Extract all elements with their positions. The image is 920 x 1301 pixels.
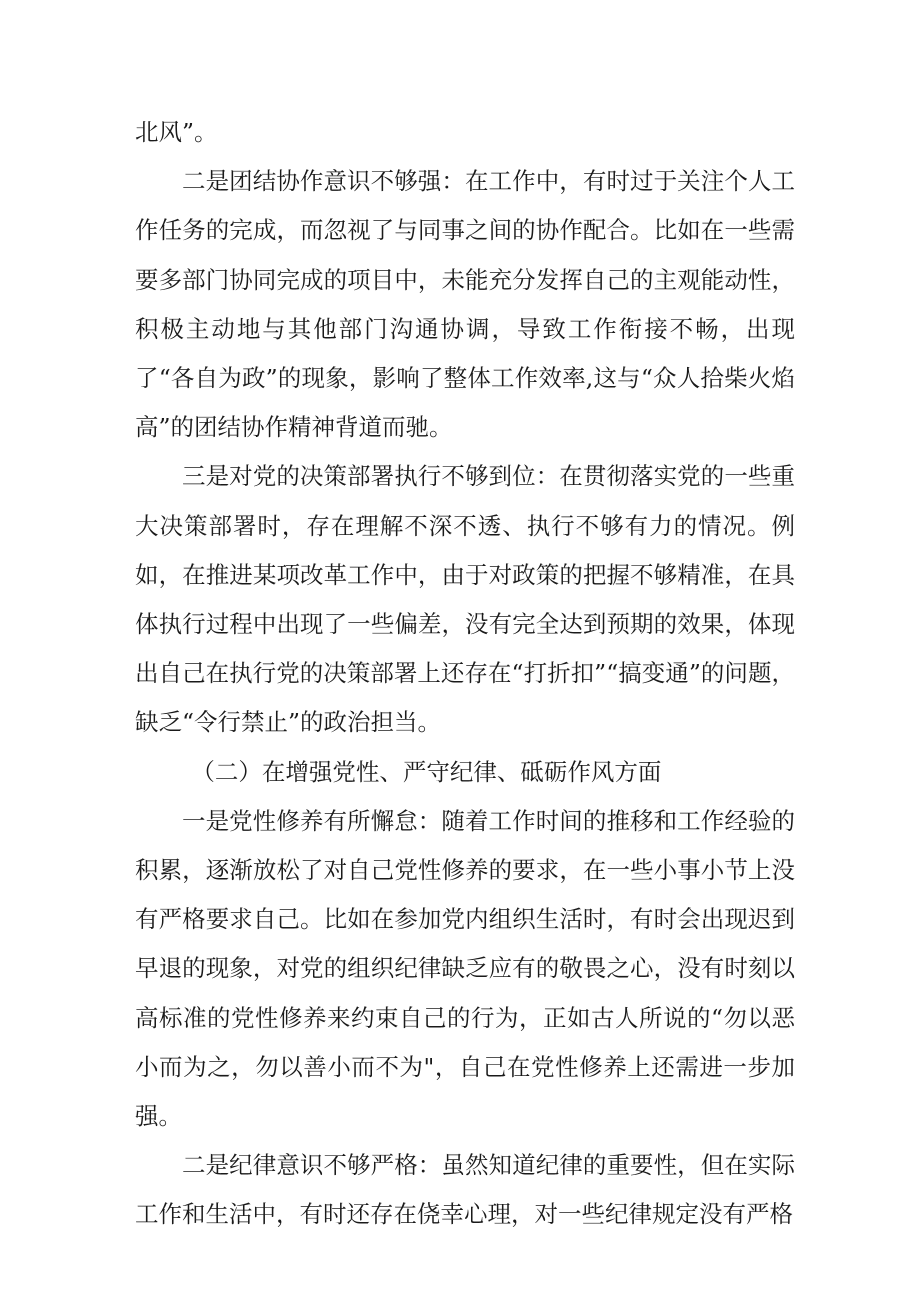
paragraph-team-cooperation: 二是团结协作意识不够强：在工作中，有时过于关注个人工作任务的完成，而忽视了与同事之间的协作配合。比如在一些需要多部门协同完成的项目中，未能充分发挥自己的主观能动性，积极主动地与其他部门沟通协调，导致工作衔接不畅，出现了“各自为政”的现象，影响了整体工作效率,这与“众人拾柴火焰高”的团结协作精神背道而驰。 <box>135 167 795 442</box>
document-body <box>135 108 795 1240</box>
paragraph-discipline-awareness: 二是纪律意识不够严格：虽然知道纪律的重要性，但在实际工作和生活中，有时还存在侥幸心理，对一些纪律规定没有严格 <box>135 1151 795 1229</box>
paragraph-party-cultivation: 一是党性修养有所懈怠：随着工作时间的推移和工作经验的积累，逐渐放松了对自己党性修养的要求，在一些小事小节上没有严格要求自己。比如在参加党内组织生活时，有时会出现迟到早退的现象，对党的组织纪律缺乏应有的敬畏之心，没有时刻以高标准的党性修养来约束自己的行为，正如古人所说的“勿以恶小而为之，勿以善小而不为"，自己在党性修养上还需进一步加强。 <box>135 806 795 1131</box>
paragraph-policy-execution: 三是对党的决策部署执行不够到位：在贯彻落实党的一些重大决策部署时，存在理解不深不透、执行不够有力的情况。例如，在推进某项改革工作中，由于对政策的把握不够精准，在具体执行过程中出现了一些偏差，没有完全达到预期的效果，体现出自己在执行党的决策部署上还存在“打折扣”“搞变通”的问题，缺乏“令行禁止”的政治担当。 <box>135 462 795 737</box>
section-heading: （二）在增强党性、严守纪律、砥砺作风方面 <box>191 757 662 786</box>
paragraph-continuation: 北风”。 <box>135 118 218 146</box>
